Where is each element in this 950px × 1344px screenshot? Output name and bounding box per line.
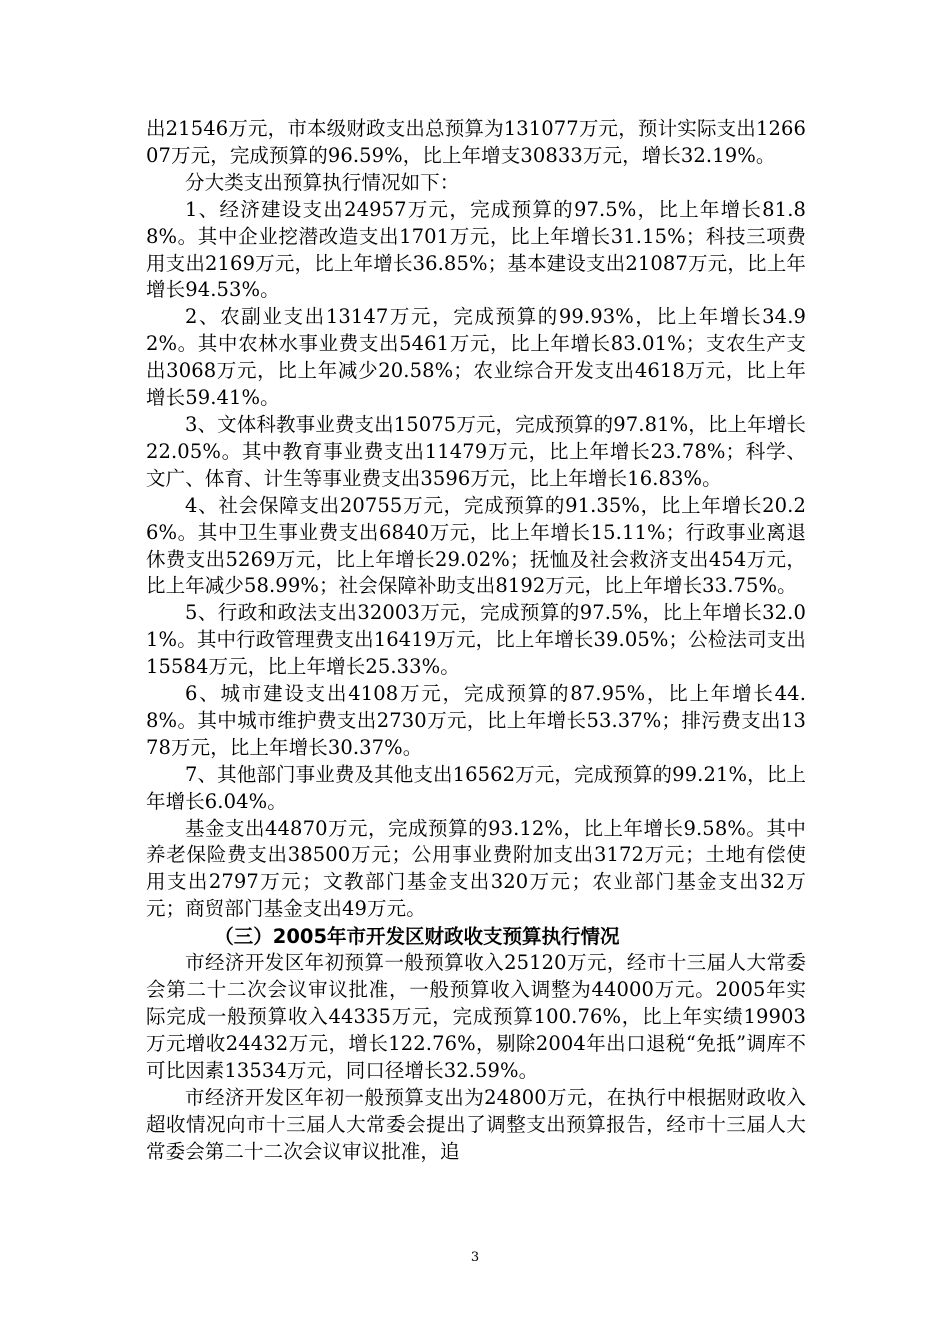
paragraph-1: 分大类支出预算执行情况如下： (185, 170, 460, 194)
paragraph-7: 6、城市建设支出4108万元，完成预算的87.95%，比上年增长44.8%。其中城市维护费支出2730万元，比上年增长53.37%；排污费支出1378万元，比上年增长30.37%。 (146, 682, 806, 759)
page-number: 3 (470, 1250, 480, 1265)
section-heading: （三）2005年市开发区财政收支预算执行情况 (214, 925, 620, 949)
paragraph-5: 4、社会保障支出20755万元，完成预算的91.35%，比上年增长20.26%。其中卫生事业费支出6840万元，比上年增长15.11%；行政事业离退休费支出5269万元，比上年增长29.02%；抚恤及社会救济支出454万元，比上年减少58.99%；社会保障补助支出8192万元，比上年增长33.75%。 (146, 493, 806, 598)
paragraph-2: 1、经济建设支出24957万元，完成预算的97.5%，比上年增长81.88%。其中企业挖潜改造支出1701万元，比上年增长31.15%；科技三项费用支出2169万元，比上年增长36.85%；基本建设支出21087万元，比上年增长94.53%。 (146, 197, 806, 302)
paragraph-4: 3、文体科教事业费支出15075万元，完成预算的97.81%，比上年增长22.05%。其中教育事业费支出11479万元，比上年增长23.78%；科学、文广、体育、计生等事业费支出3596万元，比上年增长16.83%。 (146, 412, 806, 490)
paragraph-6: 5、行政和政法支出32003万元，完成预算的97.5%，比上年增长32.01%。其中行政管理费支出16419万元，比上年增长39.05%；公检法司支出15584万元，比上年增长25.33%。 (146, 601, 806, 679)
paragraph-9: 基金支出44870万元，完成预算的93.12%，比上年增长9.58%。其中养老保险费支出38500万元；公用事业费附加支出3172万元；土地有偿使用支出2797万元；文教部门基金支出320万元；农业部门基金支出32万元；商贸部门基金支出49万元。 (146, 816, 806, 921)
body-text (146, 116, 806, 1165)
paragraph-11: 市经济开发区年初一般预算支出为24800万元，在执行中根据财政收入超收情况向市十三届人大常委会提出了调整支出预算报告，经市十三届人大常委会第二十二次会议审议批准，追 (146, 1085, 806, 1163)
paragraph-3: 2、农副业支出13147万元，完成预算的99.93%，比上年增长34.92%。其中农林水事业费支出5461万元，比上年增长83.01%；支农生产支出3068万元，比上年减少20.58%；农业综合开发支出4618万元，比上年增长59.41%。 (146, 305, 806, 410)
paragraph-10: 市经济开发区年初预算一般预算收入25120万元，经市十三届人大常委会第二十二次会议审议批准，一般预算收入调整为44000万元。2005年实际完成一般预算收入44335万元，完成预算100.76%，比上年实绩19903万元增收24432万元，增长122.76%，剔除2004年出口退税“免抵”调库不可比因素13534万元，同口径增长32.59%。 (146, 951, 806, 1082)
paragraph-8: 7、其他部门事业费及其他支出16562万元，完成预算的99.21%，比上年增长6.04%。 (146, 762, 806, 813)
paragraph-0: 出21546万元，市本级财政支出总预算为131077万元，预计实际支出126607万元，完成预算的96.59%，比上年增支30833万元，增长32.19%。 (146, 117, 806, 167)
